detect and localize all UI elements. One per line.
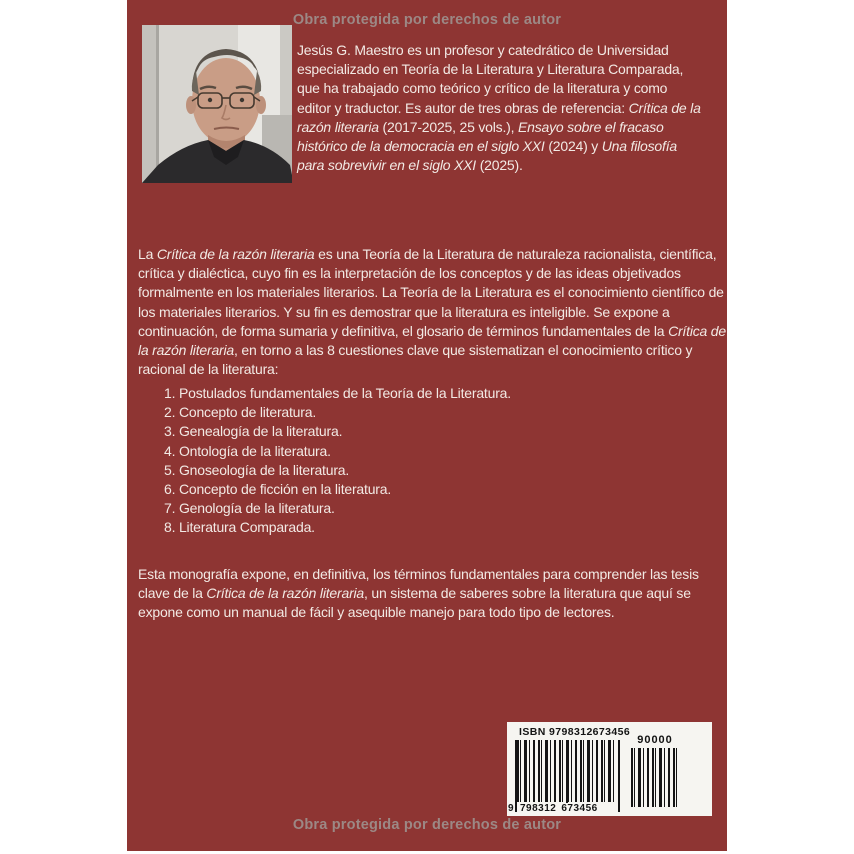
ean-group-1: 798312 [520, 803, 557, 814]
author-photo [142, 25, 292, 183]
ean-digit-lead: 9 [508, 803, 515, 814]
copyright-watermark-top: Obra protegida por derechos de autor [292, 12, 562, 28]
ean-digits [507, 803, 625, 814]
list-item: 6. Concepto de ficción en la literatura. [164, 481, 392, 498]
list-item: 5. Gnoseología de la literatura. [164, 461, 350, 478]
supplement-barcode [631, 748, 679, 807]
outro-paragraph: Esta monografía expone, en definitiva, los términos fundamentales para comprender las tesis clave de la Crítica de la razón literaria, un sistema de saberes sobre la literatura que aquí se expone como un manual de fácil y asequible manejo para todo tipo de lectores. [138, 566, 699, 621]
list-item: 7. Genología de la literatura. [164, 500, 335, 517]
book-back-cover[interactable] [127, 0, 727, 851]
ean-group-2: 673456 [561, 803, 598, 814]
copyright-watermark-bottom: Obra protegida por derechos de autor [292, 817, 562, 833]
list-item: 8. Literatura Comparada. [164, 519, 315, 536]
list-item: 4. Ontología de la literatura. [164, 442, 331, 459]
list-item: 2. Concepto de literatura. [164, 404, 317, 421]
intro-paragraph: La Crítica de la razón literaria es una Teoría de la Literatura de naturaleza racionalista, científica, crítica y dialéctica, cuyo fin es la interpretación de los conceptos y de las ideas objetivados formalmente en los materiales literarios. La Teoría de la Literatura es el conocimiento científico de los materiales literarios. Y su fin es demostrar que la literatura es inteligible. Se expone a continuación, de forma sumaria y definitiva, el glosario de términos fundamentales de la Crítica de la razón literaria, en torno a las 8 cuestiones clave que sistematizan el conocimiento crítico y racional de la literatura: [138, 246, 726, 378]
barcode-guard-bar [618, 740, 620, 812]
barcode-label [507, 722, 712, 816]
glossary-list [164, 384, 704, 538]
barcode-guard-bar [566, 740, 568, 812]
author-bio: Jesús G. Maestro es un profesor y catedrático de Universidad especializado en Teoría de la Literatura y Literatura Comparada, que ha trabajado como teórico y crítico de la literatura y como editor y traductor. Es autor de tres obras de referencia: Crítica de la razón literaria (2017-2025, 25 vols.), Ensayo sobre el fracaso histórico de la democracia en el siglo XXI (2024) y Una filosofía para sobrevivir en el siglo XXI (2025). [297, 42, 701, 174]
list-item: 3. Genealogía de la literatura. [164, 423, 343, 440]
list-item: 1. Postulados fundamentales de la Teoría de la Literatura. [164, 385, 511, 401]
supplement-value: 90000 [637, 734, 673, 746]
isbn-text: ISBN 9798312673456 [519, 726, 631, 738]
barcode-guard-bar [515, 740, 517, 812]
